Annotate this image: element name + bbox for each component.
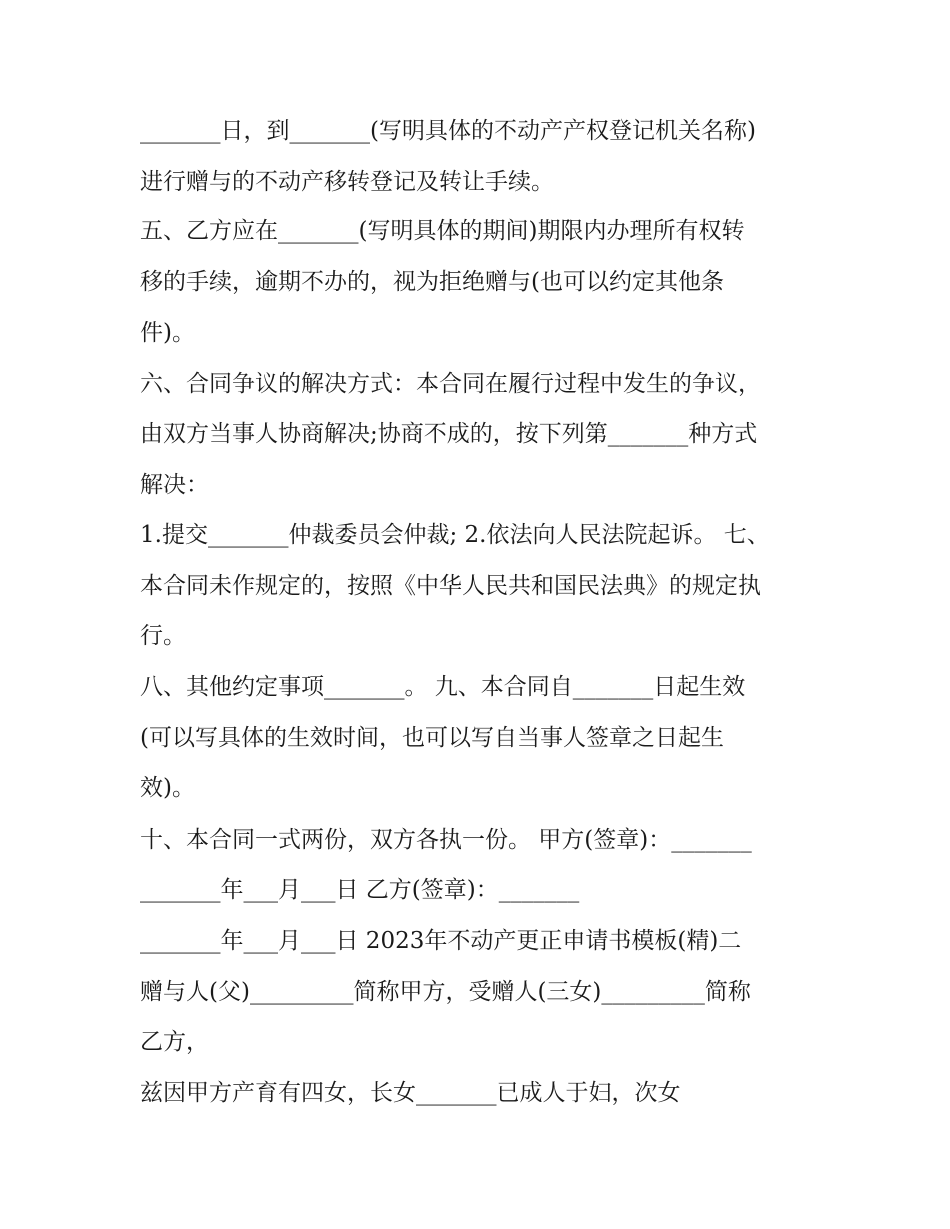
text-line: _______年___月___日 2023年不动产更正申请书模板(精)二	[140, 928, 742, 954]
text-line: 件)。	[140, 320, 195, 346]
text-line: 效)。	[140, 775, 195, 801]
text-line: 十、本合同一式两份，双方各执一份。 甲方(签章)：_______	[140, 827, 752, 853]
text-line: 解决：	[140, 472, 209, 498]
text-line: 1.提交_______仲裁委员会仲裁; 2.依法向人民法院起诉。 七、	[140, 522, 770, 548]
text-line: _______日，到_______(写明具体的不动产产权登记机关名称)	[140, 118, 756, 144]
text-line: _______年___月___日 乙方(签章)：_______	[140, 877, 580, 903]
text-line: (可以写具体的生效时间，也可以写自当事人签章之日起生	[140, 725, 724, 751]
text-line: 移的手续，逾期不办的，视为拒绝赠与(也可以约定其他条	[140, 269, 724, 295]
text-line: 由双方当事人协商解决;协商不成的，按下列第_______种方式	[140, 421, 758, 447]
text-line: 本合同未作规定的，按照《中华人民共和国民法典》的规定执	[140, 573, 761, 599]
text-line: 行。	[140, 623, 186, 649]
text-line: 赠与人(父)_________简称甲方，受赠人(三女)_________简称	[140, 979, 751, 1005]
text-line: 六、合同争议的解决方式：本合同在履行过程中发生的争议，	[140, 371, 761, 397]
text-line: 八、其他约定事项_______。 九、本合同自_______日起生效	[140, 674, 746, 700]
text-line: 进行赠与的不动产移转登记及转让手续。	[140, 169, 554, 195]
text-line: 五、乙方应在_______(写明具体的期间)期限内办理所有权转	[140, 218, 745, 244]
text-line: 兹因甲方产育有四女，长女_______已成人于妇，次女	[140, 1080, 681, 1106]
text-line: 乙方，	[140, 1029, 209, 1055]
